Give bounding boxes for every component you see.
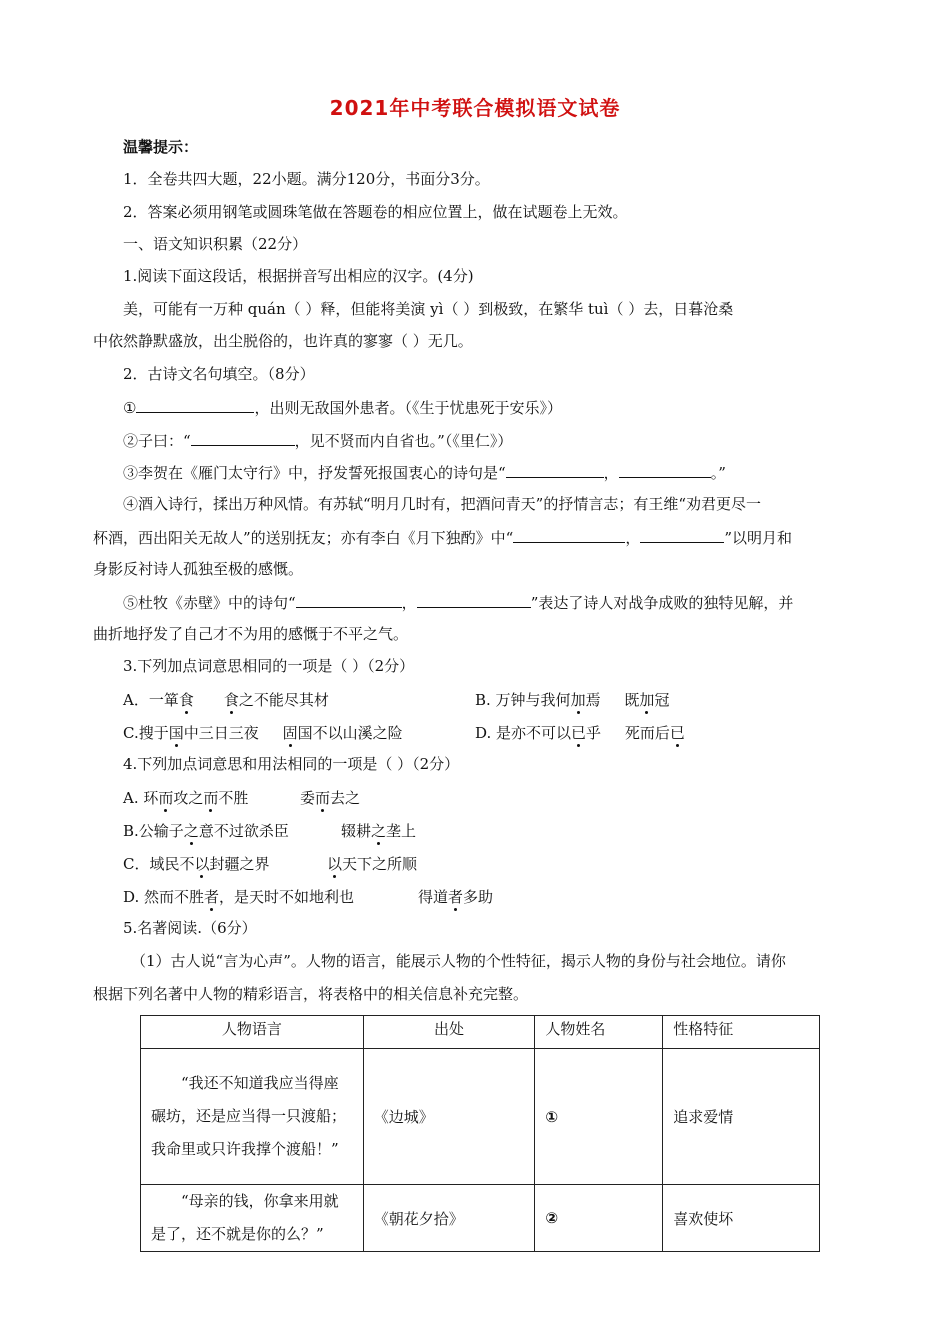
table-row — [141, 1185, 820, 1252]
q2-blank-1[interactable] — [136, 396, 254, 413]
row-1-source: 《边城》 — [363, 1049, 535, 1185]
q2-item-3-mid: ， — [603, 464, 619, 482]
q2-item-4-line-3: 身影反衬诗人孤独至极的感慨。 — [93, 560, 304, 578]
q2-item-2-text: ，见不贤而内自省也。”（《里仁》） — [294, 432, 513, 450]
q3-option-d[interactable] — [475, 722, 685, 743]
q4-b2-pre: 辍耕 — [341, 822, 372, 840]
q4-c-pre: C．域民不 — [123, 855, 195, 873]
row-2-name-blank[interactable]: ② — [535, 1185, 663, 1252]
row-2-trait: 喜欢使坏 — [663, 1185, 820, 1252]
q4-d-post: ，是天时不如地利也 — [219, 888, 355, 906]
q4-option-c-example — [327, 853, 417, 874]
q3-b-dotted-1: 加 — [570, 691, 586, 709]
characters-table — [140, 1015, 820, 1252]
q2-blank-3a[interactable] — [506, 461, 604, 478]
q2-item-3-pre: ③李贺在《雁门太守行》中，抒发誓死报国衷心的诗句是“ — [123, 464, 506, 482]
q2-item-2 — [123, 429, 512, 451]
q4-c2-post: 天下之所顺 — [342, 855, 418, 873]
q2-item-5 — [123, 591, 793, 613]
q5-sub1-line-2: 根据下列名著中人物的精彩语言，将表格中的相关信息补充完整。 — [93, 985, 529, 1003]
q4-a2-dotted: 而 — [315, 789, 331, 807]
q4-a-dotted-2: 而 — [203, 789, 219, 807]
q4-a2-post: 去之 — [330, 789, 361, 807]
tips-header: 温馨提示： — [123, 138, 199, 156]
q3-c-post: 国不以山溪之险 — [297, 724, 403, 742]
header-source: 出处 — [363, 1016, 535, 1049]
q2-blank-5b[interactable] — [417, 591, 531, 608]
q2-blank-4b[interactable] — [640, 526, 724, 543]
row-1-trait: 追求爱情 — [663, 1049, 820, 1185]
q4-stem: 4.下列加点词意思和用法相同的一项是（ ）（2分） — [123, 755, 460, 773]
q4-a-dotted-1: 而 — [158, 789, 174, 807]
q4-c-dotted: 以 — [194, 855, 210, 873]
q3-d-pre: D. 是亦不可以 — [475, 724, 572, 742]
q3-c-mid: 中三日三夜 — [183, 724, 283, 742]
q2-item-3-post: 。” — [710, 464, 726, 482]
q4-option-a[interactable] — [123, 787, 248, 808]
q2-blank-4a[interactable] — [513, 526, 625, 543]
tip-2: 2．答案必须用钢笔或圆珠笔做在答题卷的相应位置上，做在试题卷上无效。 — [123, 203, 628, 221]
row-2-quote: “母亲的钱，你拿来用就是了，还不就是你的么？” — [141, 1185, 364, 1252]
q3-option-c[interactable] — [123, 722, 403, 743]
q3-b-pre: B. 万钟与我何 — [475, 691, 571, 709]
q2-item-1 — [123, 396, 562, 418]
q4-option-a-example — [300, 787, 360, 808]
q4-b-pre: B.公输子 — [123, 822, 184, 840]
q4-a-post: 不胜 — [218, 789, 249, 807]
q4-d-dotted: 者 — [204, 888, 220, 906]
q2-item-1-text: ，出则无敌国外患者。（《生于忧患死于安乐》） — [254, 399, 562, 417]
q3-a-dotted-1: 食 — [178, 691, 194, 709]
q4-b-dotted: 之 — [183, 822, 199, 840]
header-name: 人物姓名 — [535, 1016, 663, 1049]
q4-d2-post: 多助 — [463, 888, 494, 906]
q1-stem: 1.阅读下面这段话，根据拼音写出相应的汉字。(4分) — [123, 267, 474, 285]
q4-d2-pre: 得道 — [418, 888, 449, 906]
q2-item-4-line-2 — [93, 526, 792, 548]
q3-option-a[interactable] — [123, 689, 329, 710]
table-header-row — [141, 1016, 820, 1049]
q2-blank-5a[interactable] — [296, 591, 402, 608]
q3-c-dotted-1: 国 — [168, 724, 184, 742]
q3-c-dotted-2: 固 — [282, 724, 298, 742]
row-1-quote: “我还不知道我应当得座碾坊，还是应当得一只渡船；我命里或只许我撑个渡船！” — [141, 1049, 364, 1185]
q2-item-3 — [123, 461, 726, 483]
header-trait: 性格特征 — [663, 1016, 820, 1049]
table-row — [141, 1049, 820, 1185]
q2-item-1-label: ① — [123, 399, 137, 417]
q2-blank-3b[interactable] — [619, 461, 711, 478]
q3-d-dotted-1: 已 — [571, 724, 587, 742]
q4-option-d-example — [418, 886, 493, 907]
q4-option-b[interactable] — [123, 820, 289, 841]
q2-item-4-post: ”以明月和 — [724, 529, 793, 547]
q2-item-5-line-2: 曲折地抒发了自己才不为用的感慨于不平之气。 — [93, 625, 409, 643]
q4-d-pre: D. 然而不胜 — [123, 888, 205, 906]
q4-b2-dotted: 之 — [371, 822, 387, 840]
q2-item-4-line-1: ④酒入诗行，揉出万种风情。有苏轼“明月几时有，把酒问青天”的抒情言志；有王维“劝君更尽一 — [123, 495, 762, 513]
q3-a-pre: A．一箪 — [123, 691, 179, 709]
q4-d2-dotted: 者 — [448, 888, 464, 906]
q3-a-dotted-2: 食 — [223, 691, 239, 709]
q4-option-d[interactable] — [123, 886, 354, 907]
q3-a-post: 之不能尽其材 — [238, 691, 329, 709]
q3-b-post: 冠 — [654, 691, 670, 709]
q3-b-dotted-2: 加 — [639, 691, 655, 709]
q2-item-4-pre: 杯酒，西出阳关无故人”的送别抚友；亦有李白《月下独酌》中“ — [93, 529, 514, 547]
q2-item-5-mid: ， — [401, 594, 417, 612]
row-1-name-blank[interactable]: ① — [535, 1049, 663, 1185]
q1-passage-line-2: 中依然静默盛放，出尘脱俗的，也许真的寥寥（ ）无几。 — [93, 332, 473, 350]
row-2-source: 《朝花夕拾》 — [363, 1185, 535, 1252]
q3-option-b[interactable] — [475, 689, 669, 710]
q4-c-post: 封疆之界 — [209, 855, 270, 873]
tip-1: 1．全卷共四大题，22小题。满分120分，书面分3分。 — [123, 170, 490, 188]
q4-b2-post: 垄上 — [386, 822, 417, 840]
q3-stem: 3.下列加点词意思相同的一项是（ ）（2分） — [123, 657, 415, 675]
q1-passage-line-1: 美，可能有一万种 quán（ ）释，但能将美演 yì（ ）到极致，在繁华 tuì（ ）去，日暮沧桑 — [123, 300, 734, 318]
q4-a-pre: A. 环 — [123, 789, 159, 807]
q4-option-b-example — [341, 820, 416, 841]
q2-stem: 2．古诗文名句填空。（8分） — [123, 365, 315, 383]
q5-sub1-line-1: （1）古人说“言为心声”。人物的语言，能展示人物的个性特征，揭示人物的身份与社会地位。请你 — [131, 952, 786, 970]
exam-title: 2021年中考联合模拟语文试卷 — [329, 96, 621, 120]
q4-option-c[interactable] — [123, 853, 270, 874]
q2-item-5-post: ”表达了诗人对战争成败的独特见解，并 — [530, 594, 794, 612]
q2-blank-2[interactable] — [191, 429, 295, 446]
q3-b-mid: 焉 既 — [585, 691, 640, 709]
q4-c2-dotted: 以 — [327, 855, 343, 873]
q4-b-post: 意不过欲杀臣 — [198, 822, 289, 840]
q4-a-mid: 攻之 — [173, 789, 204, 807]
q2-item-2-pre: ②子曰：“ — [123, 432, 191, 450]
q2-item-4-mid: ， — [625, 529, 641, 547]
q2-item-5-pre: ⑤杜牧《赤壁》中的诗句“ — [123, 594, 296, 612]
section-1-heading: 一、语文知识积累（22分） — [123, 235, 308, 253]
q4-a2-pre: 委 — [300, 789, 316, 807]
q3-d-dotted-2: 已 — [669, 724, 685, 742]
q3-d-mid: 乎 死而后 — [586, 724, 670, 742]
q3-c-pre: C.搜于 — [123, 724, 169, 742]
q5-stem: 5.名著阅读.（6分） — [123, 919, 257, 937]
header-quote: 人物语言 — [141, 1016, 364, 1049]
